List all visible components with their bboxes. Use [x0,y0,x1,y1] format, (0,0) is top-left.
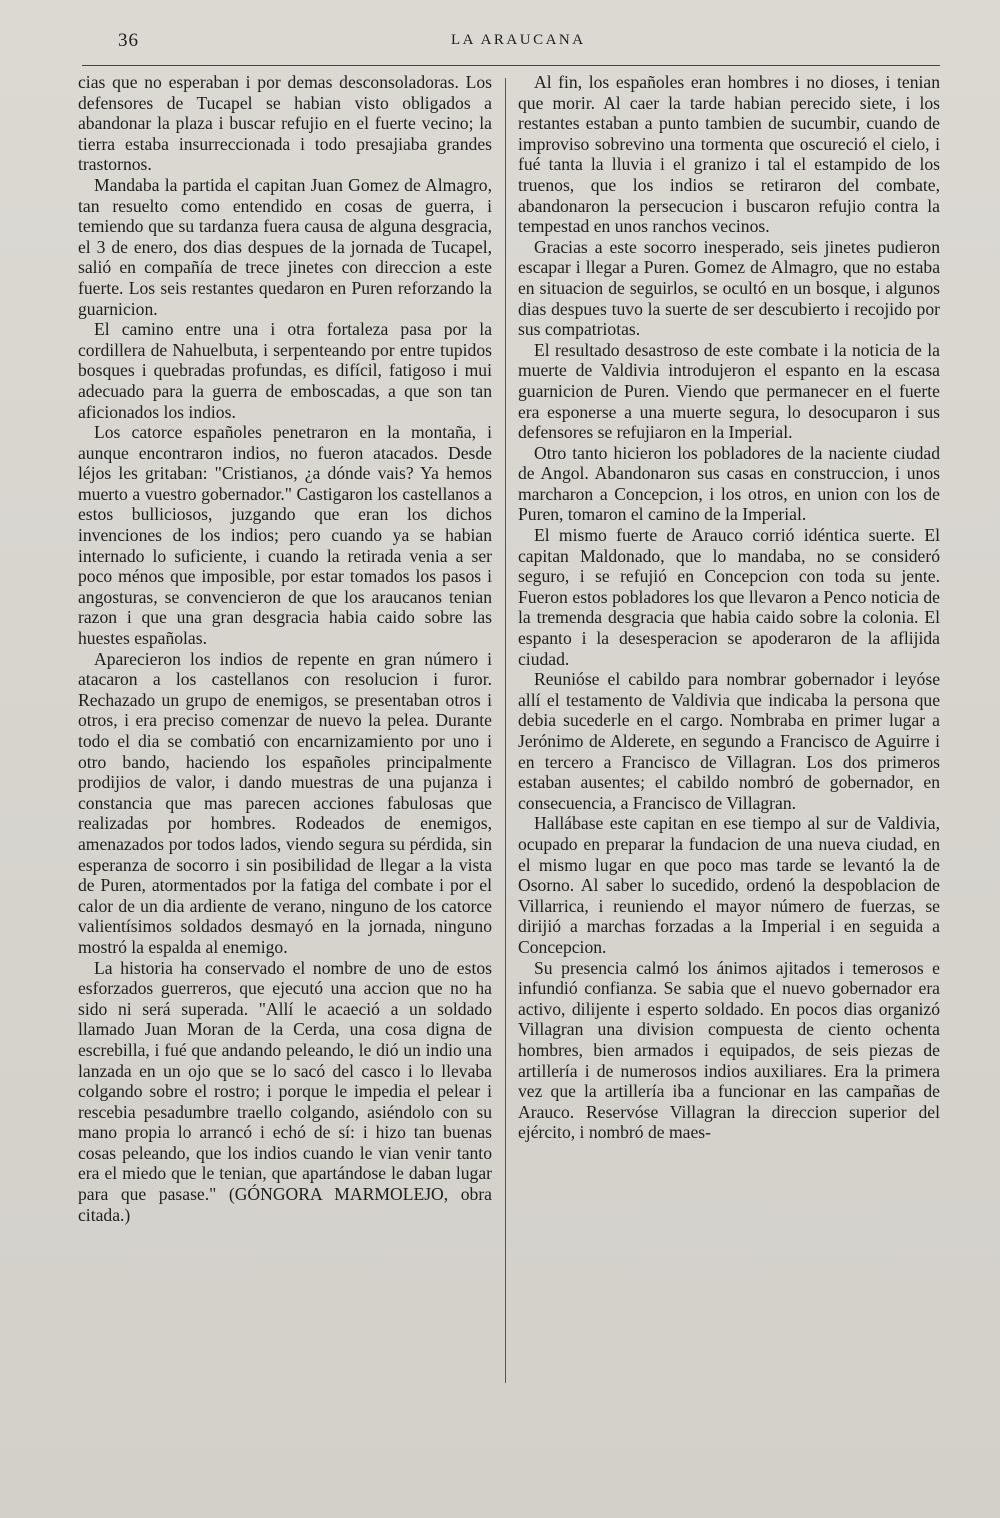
paragraph: cias que no esperaban i por demas desconsoladoras. Los defensores de Tucapel se habian visto obligados a abandonar la plaza i buscar refujio en el fuerte vecino; la tierra estaba insurreccionada i todo presajiaba grandes trastornos. [78,72,492,175]
right-column [518,72,940,1143]
paragraph: Reunióse el cabildo para nombrar gobernador i leyóse allí el testamento de Valdivia que indicaba la persona que debia sucederle en el cargo. Nombraba en primer lugar a Jerónimo de Alderete, en segundo a Francisco de Aguirre i en tercero a Francisco de Villagran. Los dos primeros estaban ausentes; el cabildo nombró de gobernador, en consecuencia, a Francisco de Villagran. [518,669,940,813]
paragraph: Su presencia calmó los ánimos ajitados i temerosos e infundió confianza. Se sabia que el nuevo gobernador era activo, dilijente i esperto soldado. En pocos dias organizó Villagran una division compuesta de ciento ochenta hombres, bien armados i equipados, de seis piezas de artillería i de numerosos indios auxiliares. Era la primera vez que la artillería iba a funcionar en las campañas de Arauco. Reservóse Villagran la direccion superior del ejército, i nombró de maes- [518,957,940,1143]
page-number: 36 [118,30,139,51]
paragraph: Gracias a este socorro inesperado, seis jinetes pudieron escapar i llegar a Puren. Gomez de Almagro, que no estaba en situacion de seguirlos, se ocultó en un bosque, i algunos dias despues tuvo la suerte de ser descubierto i recojido por sus compatriotas. [518,236,940,340]
paragraph: Los catorce españoles penetraron en la montaña, i aunque encontraron indios, no fueron atacados. Desde léjos les gritaban: "Cristianos, ¿a dónde vais? Ya hemos muerto a vuestro gobernador." Castigaron los castellanos a estos bulliciosos, juzgando que eran los dichos invenciones de los indios; pero cuando ya se habian internado lo suficiente, i cuando la retirada venia a ser poco ménos que imposible, por estar tomados los pasos i angosturas, se convencieron de que los araucanos tenian razon i que una gran desgracia habia caido sobre las huestes españolas. [78,422,492,649]
paragraph: Mandaba la partida el capitan Juan Gomez de Almagro, tan resuelto como entendido en cosas de guerra, i temiendo que su tardanza fuera causa de alguna desgracia, el 3 de enero, dos dias despues de la jornada de Tucapel, salió en compañía de trece jinetes con direccion a este fuerte. Los seis restantes quedaron en Puren reforzando la guarnicion. [78,174,492,319]
paragraph: Aparecieron los indios de repente en gran número i atacaron a los castellanos con resolucion i furor. Rechazado un grupo de enemigos, se presentaban otros i otros, i era preciso comenzar de nuevo la pelea. Durante todo el dia se combatió con encarnizamiento por uno i otro bando, haciendo los españoles principalmente prodijios de valor, i dando muestras de una pujanza i constancia que mas parecen acciones fabulosas que realizadas por hombres. Rodeados de enemigos, amenazados por todos lados, viendo segura su pérdida, sin esperanza de socorro i sin posibilidad de llegar a la vista de Puren, atormentados por la fatiga del combate i por el calor de un dia ardiente de verano, ninguno de los catorce valientísimos soldados desmayó en la jornada, ninguno mostró la espalda al enemigo. [78,648,492,957]
paragraph: El camino entre una i otra fortaleza pasa por la cordillera de Nahuelbuta, i serpenteando por entre tupidos bosques i quebradas profundas, es difícil, fatigoso i mui adecuado para la guerra de emboscadas, a que son tan aficionados los indios. [78,319,492,422]
column-divider [505,78,506,1383]
header-rule [82,65,940,66]
paragraph: El resultado desastroso de este combate i la noticia de la muerte de Valdivia introdujeron el espanto en la escasa guarnicion de Puren. Viendo que permanecer en el fuerte era esponerse a una muerte segura, lo desocuparon i sus defensores se refujiaron en la Imperial. [518,339,940,443]
paragraph: Hallábase este capitan en ese tiempo al sur de Valdivia, ocupado en preparar la fundacion de una nueva ciudad, en el mismo lugar en que poco mas tarde se levantó la de Osorno. Al saber lo sucedido, ordenó la despoblacion de Villarrica, i reuniendo el mayor número de fuerzas, se dirijió a marchas forzadas a la Imperial i en seguida a Concepcion. [518,813,940,957]
paragraph: El mismo fuerte de Arauco corrió idéntica suerte. El capitan Maldonado, que lo mandaba, no se consideró seguro, i se refujió en Concepcion con toda su jente. Fueron estos pobladores los que llevaron a Penco noticia de la tremenda desgracia que habia caido sobre la colonia. El espanto i la desesperacion se apoderaron de la aflijida ciudad. [518,525,940,669]
left-column [78,72,492,1225]
running-title: LA ARAUCANA [451,32,586,48]
page-header [118,30,938,52]
paragraph: La historia ha conservado el nombre de uno de estos esforzados guerreros, que ejecutó una accion que no ha sido ni será superada. "Allí le acaeció a un soldado llamado Juan Moran de la Cerda, una cosa digna de escrebilla, i fué que andando peleando, le dió un indio una lanzada en un ojo que se lo sacó del casco i lo llevaba colgando sobre el rostro; i porque le impedia el pelear i rescebia pesadumbre traello colgando, asiéndolo con su mano propia lo arrancó i echó de sí: i hizo tan buenas cosas peleando, que los indios cuando le vian venir tanto era el miedo que le tenian, que apartándose le daban lugar para que pasase." (GÓNGORA MARMOLEJO, obra citada.) [78,957,492,1225]
paragraph: Al fin, los españoles eran hombres i no dioses, i tenian que morir. Al caer la tarde habian perecido siete, i los restantes estaban a punto tambien de sucumbir, cuando de improviso sobrevino una tormenta que oscureció el cielo, i fué tanta la lluvia i el granizo i tal el estampido de los truenos, que los indios se retiraron del combate, abandonaron la persecucion i buscaron refujio contra la tempestad en unos ranchos vecinos. [518,72,940,237]
paragraph: Otro tanto hicieron los pobladores de la naciente ciudad de Angol. Abandonaron sus casas en construccion, i unos marcharon a Concepcion, i los otros, en union con los de Puren, tomaron el camino de la Imperial. [518,442,940,525]
